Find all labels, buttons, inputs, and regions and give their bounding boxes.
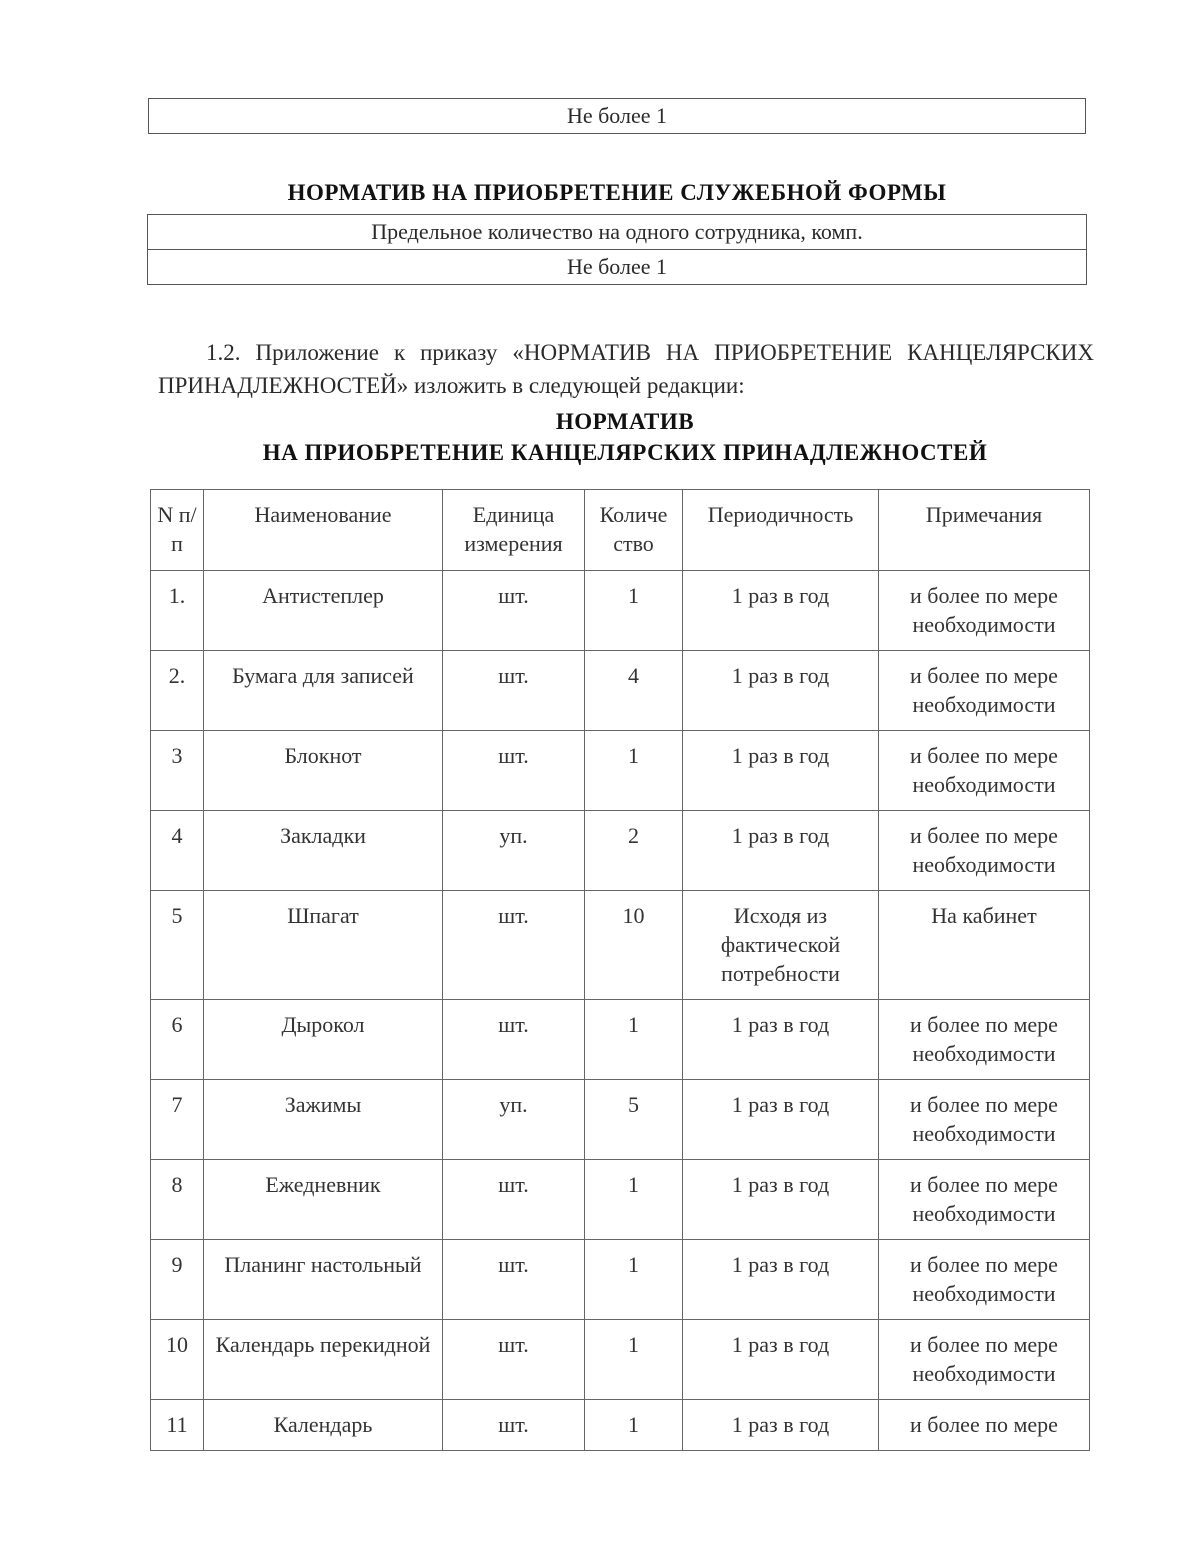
amendment-text: 1.2. Приложение к приказу «НОРМАТИВ НА ПРИОБРЕТЕНИЕ КАНЦЕЛЯРСКИХ ПРИНАДЛЕЖНОСТЕЙ» изложить в следующей редакции:	[158, 340, 1094, 398]
header-notes: Примечания	[879, 490, 1090, 571]
cell-notes: и более по мере необходимости	[879, 731, 1090, 811]
header-periodicity: Периодичность	[683, 490, 879, 571]
stationery-norm-title	[148, 406, 1102, 468]
cell-unit: шт.	[443, 1320, 585, 1400]
cell-quantity: 1	[585, 1400, 683, 1451]
cell-unit: шт.	[443, 891, 585, 1000]
header-number: N п/п	[151, 490, 204, 571]
cell-periodicity: 1 раз в год	[683, 1000, 879, 1080]
table-row	[151, 651, 1090, 731]
uniform-value-row	[148, 250, 1087, 285]
cell-name: Бумага для записей	[204, 651, 443, 731]
table-row	[151, 1160, 1090, 1240]
cell-quantity: 1	[585, 1240, 683, 1320]
cell-notes: и более по мере необходимости	[879, 1320, 1090, 1400]
cell-periodicity: 1 раз в год	[683, 1400, 879, 1451]
stationery-title-line2: НА ПРИОБРЕТЕНИЕ КАНЦЕЛЯРСКИХ ПРИНАДЛЕЖНОСТЕЙ	[262, 440, 988, 465]
table-row	[151, 731, 1090, 811]
amendment-paragraph	[158, 336, 1094, 402]
cell-number: 8	[151, 1160, 204, 1240]
cell-name: Антистеплер	[204, 571, 443, 651]
header-unit: Единица измерения	[443, 490, 585, 571]
cell-name: Календарь	[204, 1400, 443, 1451]
top-limit-text: Не более 1	[566, 103, 668, 128]
cell-unit: шт.	[443, 651, 585, 731]
cell-quantity: 5	[585, 1080, 683, 1160]
cell-name: Зажимы	[204, 1080, 443, 1160]
cell-notes: и более по мере необходимости	[879, 651, 1090, 731]
cell-name: Закладки	[204, 811, 443, 891]
cell-notes: На кабинет	[879, 891, 1090, 1000]
table-row	[151, 1080, 1090, 1160]
table-row	[151, 571, 1090, 651]
stationery-title-line1: НОРМАТИВ	[555, 409, 695, 434]
table-row	[151, 1000, 1090, 1080]
cell-quantity: 1	[585, 1320, 683, 1400]
cell-periodicity: 1 раз в год	[683, 811, 879, 891]
uniform-norm-table	[147, 214, 1087, 285]
cell-periodicity: 1 раз в год	[683, 1240, 879, 1320]
cell-notes: и более по мере необходимости	[879, 1080, 1090, 1160]
uniform-value-cell: Не более 1	[148, 250, 1087, 285]
cell-number: 4	[151, 811, 204, 891]
cell-unit: шт.	[443, 571, 585, 651]
cell-number: 5	[151, 891, 204, 1000]
cell-number: 1.	[151, 571, 204, 651]
cell-number: 7	[151, 1080, 204, 1160]
uniform-header-cell: Предельное количество на одного сотрудника, комп.	[148, 215, 1087, 250]
table-row	[151, 1320, 1090, 1400]
cell-number: 3	[151, 731, 204, 811]
cell-unit: шт.	[443, 731, 585, 811]
cell-quantity: 1	[585, 731, 683, 811]
table-header-row	[151, 490, 1090, 571]
cell-name: Дырокол	[204, 1000, 443, 1080]
cell-number: 10	[151, 1320, 204, 1400]
table-row	[151, 1400, 1090, 1451]
cell-notes: и более по мере необходимости	[879, 1240, 1090, 1320]
table-row	[151, 1240, 1090, 1320]
cell-number: 6	[151, 1000, 204, 1080]
cell-quantity: 2	[585, 811, 683, 891]
cell-unit: шт.	[443, 1160, 585, 1240]
cell-periodicity: 1 раз в год	[683, 651, 879, 731]
cell-name: Шпагат	[204, 891, 443, 1000]
cell-periodicity: 1 раз в год	[683, 1160, 879, 1240]
cell-notes: и более по мере необходимости	[879, 1000, 1090, 1080]
cell-name: Планинг настольный	[204, 1240, 443, 1320]
cell-notes: и более по мере	[879, 1400, 1090, 1451]
cell-quantity: 1	[585, 1160, 683, 1240]
cell-periodicity: 1 раз в год	[683, 1080, 879, 1160]
header-name: Наименование	[204, 490, 443, 571]
cell-name: Ежедневник	[204, 1160, 443, 1240]
uniform-norm-title: НОРМАТИВ НА ПРИОБРЕТЕНИЕ СЛУЖЕБНОЙ ФОРМЫ	[287, 180, 947, 205]
header-quantity: Количе ство	[585, 490, 683, 571]
cell-unit: шт.	[443, 1240, 585, 1320]
table-row	[151, 811, 1090, 891]
cell-quantity: 1	[585, 571, 683, 651]
cell-quantity: 10	[585, 891, 683, 1000]
stationery-table	[150, 489, 1090, 1451]
cell-periodicity: 1 раз в год	[683, 571, 879, 651]
cell-unit: уп.	[443, 811, 585, 891]
cell-number: 11	[151, 1400, 204, 1451]
cell-periodicity: 1 раз в год	[683, 1320, 879, 1400]
cell-notes: и более по мере необходимости	[879, 811, 1090, 891]
cell-notes: и более по мере необходимости	[879, 571, 1090, 651]
cell-quantity: 1	[585, 1000, 683, 1080]
cell-unit: шт.	[443, 1000, 585, 1080]
cell-periodicity: 1 раз в год	[683, 731, 879, 811]
cell-unit: шт.	[443, 1400, 585, 1451]
cell-notes: и более по мере необходимости	[879, 1160, 1090, 1240]
cell-number: 9	[151, 1240, 204, 1320]
cell-name: Календарь перекидной	[204, 1320, 443, 1400]
cell-name: Блокнот	[204, 731, 443, 811]
top-limit-box	[148, 98, 1086, 134]
table-row	[151, 891, 1090, 1000]
cell-number: 2.	[151, 651, 204, 731]
cell-unit: уп.	[443, 1080, 585, 1160]
uniform-header-row	[148, 215, 1087, 250]
cell-quantity: 4	[585, 651, 683, 731]
cell-periodicity: Исходя из фактической потребности	[683, 891, 879, 1000]
